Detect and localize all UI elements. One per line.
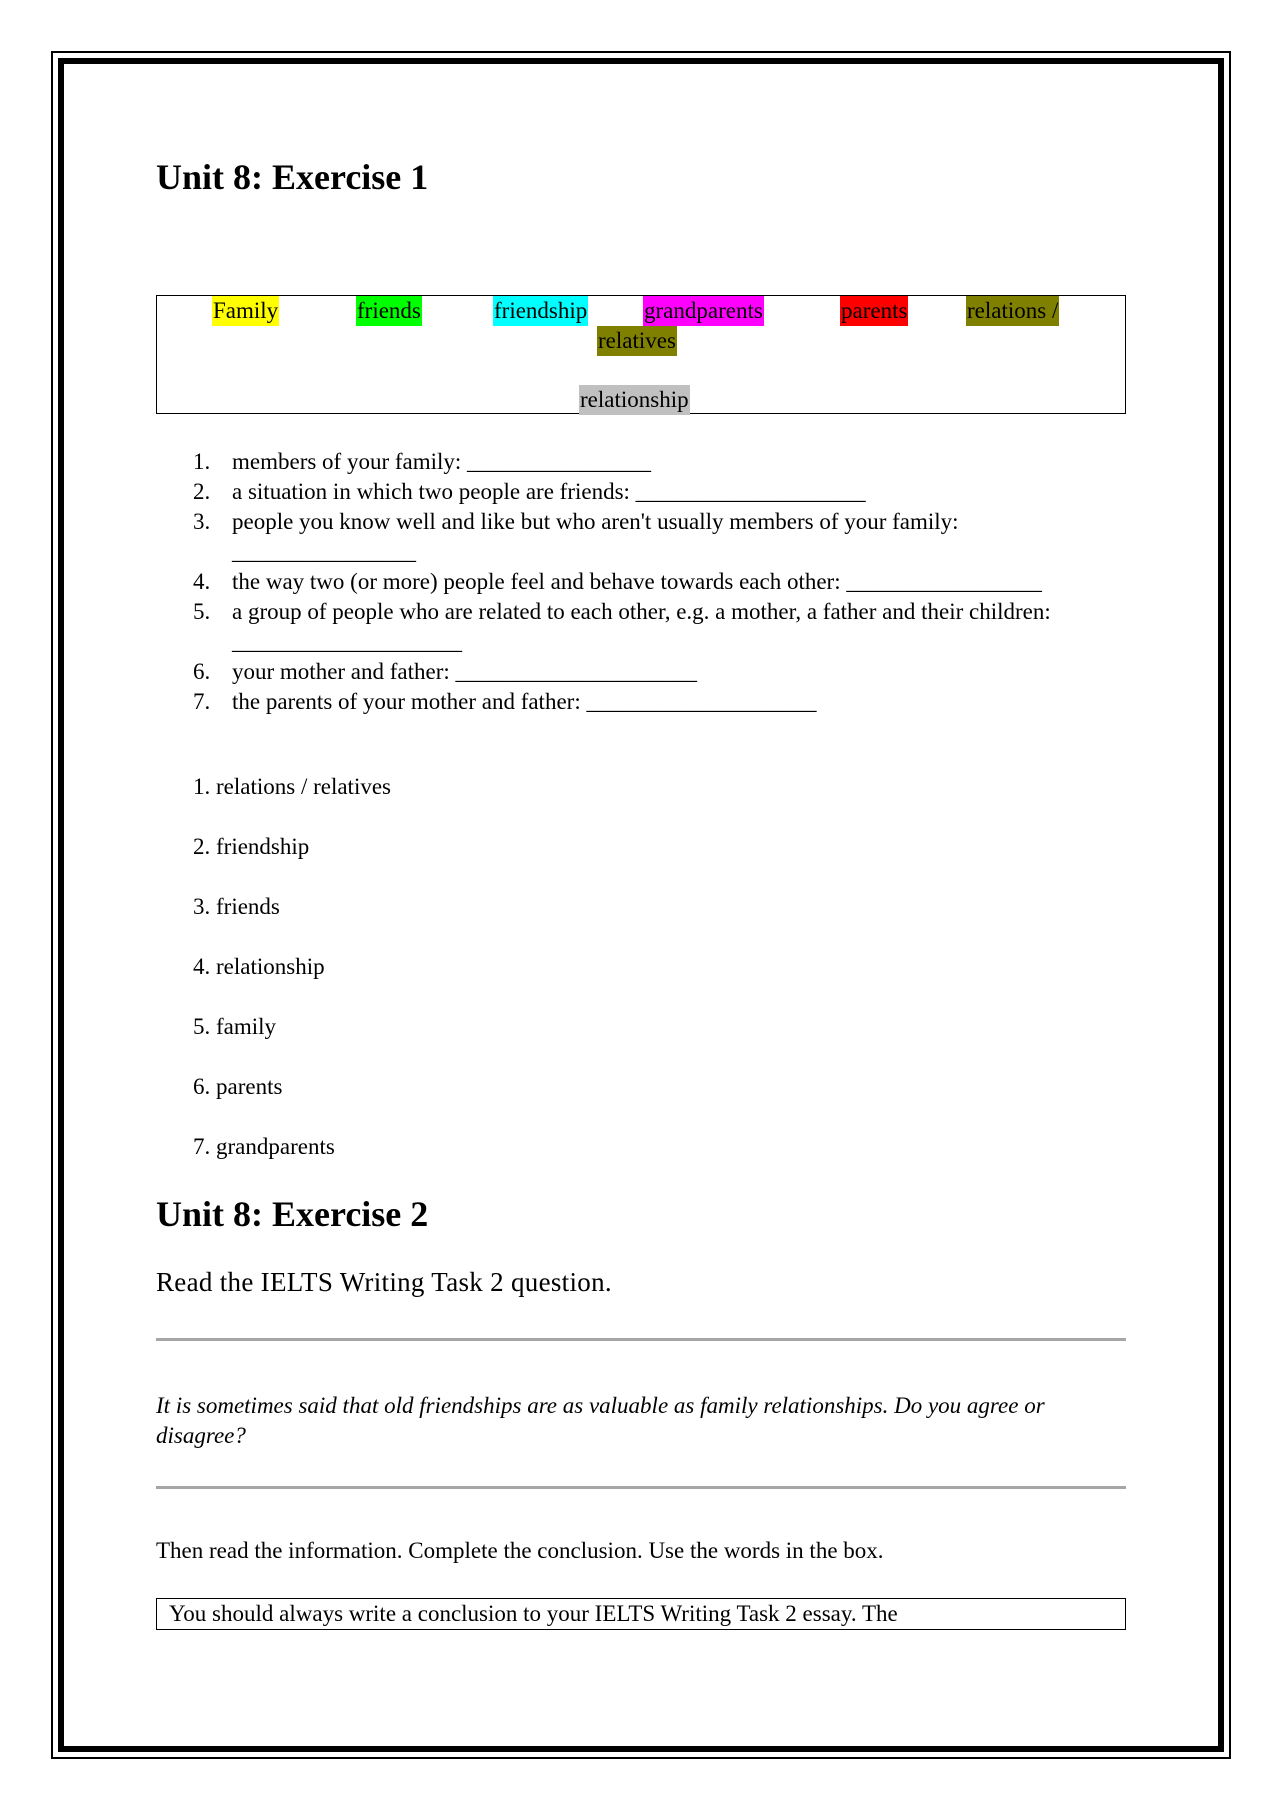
- question-text: the parents of your mother and father: ____________________: [232, 689, 817, 714]
- question-item: [193, 477, 1093, 507]
- question-item: [193, 567, 1093, 597]
- divider-top: [156, 1338, 1126, 1341]
- exercise2-title: Unit 8: Exercise 2: [156, 1194, 429, 1234]
- answer-item: 3. friends: [193, 894, 280, 919]
- info-box: You should always write a conclusion to your IELTS Writing Task 2 essay. The: [156, 1598, 1126, 1630]
- answer-list: [193, 772, 391, 1192]
- word-relationship: relationship: [579, 385, 690, 415]
- writing-task-question: It is sometimes said that old friendships are as valuable as family relationships. Do you agree or disagree?: [156, 1393, 1045, 1448]
- exercise2-instruction: Then read the information. Complete the conclusion. Use the words in the box.: [156, 1538, 884, 1563]
- answer-item: 2. friendship: [193, 834, 310, 859]
- question-number: 4.: [193, 569, 211, 594]
- word-friends: friends: [356, 296, 422, 326]
- answer-item: 1. relations / relatives: [193, 774, 391, 799]
- question-text: members of your family: ________________: [232, 449, 652, 474]
- question-text: your mother and father: _____________________: [232, 659, 698, 684]
- exercise1-title: Unit 8: Exercise 1: [156, 157, 429, 197]
- question-item: [193, 657, 1093, 687]
- question-number: 1.: [193, 449, 211, 474]
- word-parents: parents: [840, 296, 908, 326]
- question-number: 7.: [193, 689, 211, 714]
- word-relations: relations /: [966, 296, 1059, 326]
- question-text: a situation in which two people are friends: ____________________: [232, 479, 866, 504]
- question-text: people you know well and like but who aren't usually members of your family: ________________: [232, 509, 959, 564]
- divider-bottom: [156, 1486, 1126, 1489]
- question-number: 3.: [193, 509, 211, 534]
- answer-item: 6. parents: [193, 1074, 283, 1099]
- question-number: 2.: [193, 479, 211, 504]
- exercise2-intro: Read the IELTS Writing Task 2 question.: [156, 1267, 612, 1297]
- word-friendship: friendship: [493, 296, 588, 326]
- question-item: [193, 507, 1093, 567]
- question-item: [193, 687, 1093, 717]
- question-item: [193, 597, 1093, 657]
- word-box: [156, 295, 1126, 414]
- answer-item: 7. grandparents: [193, 1134, 335, 1159]
- question-text: a group of people who are related to each other, e.g. a mother, a father and their children: ____________________: [232, 599, 1051, 654]
- word-family: Family: [212, 296, 279, 326]
- question-list: [193, 447, 1093, 717]
- question-number: 6.: [193, 659, 211, 684]
- answer-item: 5. family: [193, 1014, 277, 1039]
- answer-item: 4. relationship: [193, 954, 325, 979]
- word-relatives: relatives: [597, 326, 677, 356]
- question-item: [193, 447, 1093, 477]
- question-number: 5.: [193, 599, 211, 624]
- word-grandparents: grandparents: [643, 296, 764, 326]
- question-text: the way two (or more) people feel and behave towards each other: _________________: [232, 569, 1042, 594]
